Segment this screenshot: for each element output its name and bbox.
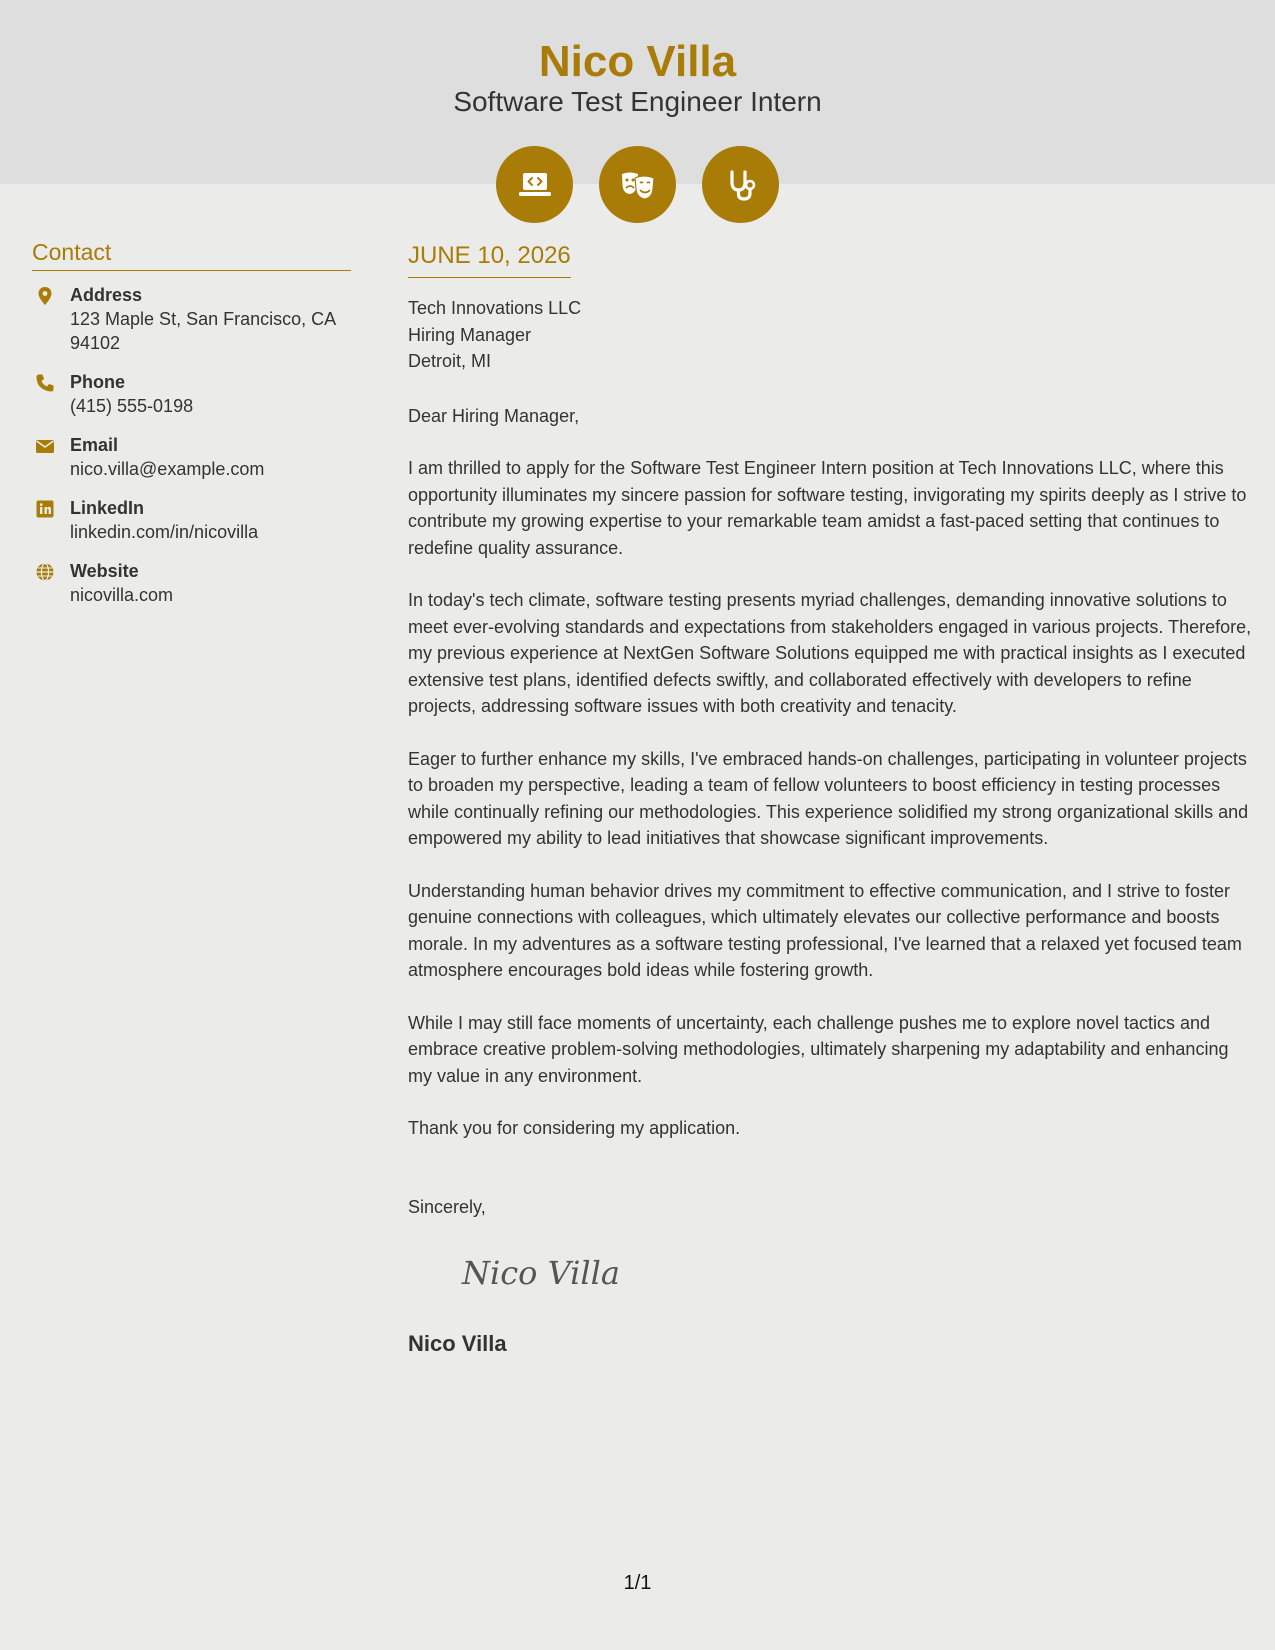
hobby-icons — [496, 146, 779, 223]
paragraph: Eager to further enhance my skills, I've embraced hands-on challenges, participating in volunteer projects to broaden my perspective, leading a team of fellow volunteers to boost efficiency in testing processes while continually refining our methodologies. This experience solidified my strong organizational skills and empowered my ability to lead initiatives that showcase significant improvements. — [408, 748, 1249, 848]
theater-masks-icon — [599, 146, 676, 223]
contact-phone — [32, 370, 351, 418]
contact-value: nico.villa@example.com — [70, 459, 265, 479]
contact-email — [32, 433, 351, 481]
paragraph: In today's tech climate, software testing presents myriad challenges, demanding innovative solutions to meet ever-evolving standards and expectations from stakeholders engaged in various projects. Therefore, my previous experience at NextGen Software Solutions equipped me with practical insights as I executed extensive test plans, identified defects swiftly, and collaborated effectively with developers to refine projects, addressing software issues with both creativity and tenacity. — [408, 590, 1252, 716]
contact-website — [32, 559, 351, 607]
paragraph: Thank you for considering my application. — [408, 1118, 741, 1138]
contact-label: Website — [70, 561, 139, 581]
closing: Sincerely, — [408, 1196, 486, 1217]
contact-heading: Contact — [32, 238, 351, 271]
paragraph: Understanding human behavior drives my commitment to effective communication, and I strive to foster genuine connections with colleagues, which ultimately elevates our collective performance and boosts morale. In my adventures as a software testing professional, I've learned that a relaxed yet focused team atmosphere encourages bold ideas while fostering growth. — [408, 880, 1242, 980]
letter-body — [408, 241, 1253, 1358]
contact-address — [32, 283, 351, 355]
recipient-company: Tech Innovations LLC — [408, 298, 582, 318]
signature-text: Nico Villa — [462, 1254, 620, 1292]
envelope-icon — [32, 433, 70, 481]
contact-label: Address — [70, 285, 143, 305]
recipient-location: Detroit, MI — [408, 351, 492, 371]
contact-value: (415) 555-0198 — [70, 396, 194, 416]
map-pin-icon — [32, 283, 70, 355]
laptop-code-icon — [496, 146, 573, 223]
contact-value: nicovilla.com — [70, 585, 174, 605]
handwritten-signature — [458, 1246, 1253, 1298]
greeting: Dear Hiring Manager, — [408, 405, 580, 426]
page-number: 1/1 — [623, 1572, 652, 1594]
letter-date: JUNE 10, 2026 — [408, 241, 571, 278]
recipient-block — [408, 295, 1253, 375]
contact-label: Email — [70, 435, 119, 455]
contact-value: linkedin.com/in/nicovilla — [70, 522, 259, 542]
contact-list — [32, 283, 351, 607]
contact-linkedin — [32, 496, 351, 544]
contact-label: LinkedIn — [70, 498, 145, 518]
candidate-name: Nico Villa — [538, 37, 737, 86]
paragraph: I am thrilled to apply for the Software Test Engineer Intern position at Tech Innovations LLC, where this opportunity illuminates my sincere passion for software testing, invigorating my spirits deeply as I strive to contribute my growing expertise to your remarkable team amidst a fast-paced setting that continues to redefine quality assurance. — [408, 458, 1247, 558]
signer-name: Nico Villa — [408, 1331, 507, 1356]
job-title: Software Test Engineer Intern — [453, 86, 822, 117]
stethoscope-icon — [702, 146, 779, 223]
sidebar — [32, 238, 351, 622]
globe-icon — [32, 559, 70, 607]
phone-icon — [32, 370, 70, 418]
contact-value: 123 Maple St, San Francisco, CA 94102 — [70, 309, 336, 353]
recipient-role: Hiring Manager — [408, 324, 532, 345]
paragraph: While I may still face moments of uncertainty, each challenge pushes me to explore novel tactics and embrace creative problem-solving methodologies, ultimately sharpening my adaptability and enhancing my value in any environment. — [408, 1012, 1229, 1086]
linkedin-icon — [32, 496, 70, 544]
contact-label: Phone — [70, 372, 126, 392]
